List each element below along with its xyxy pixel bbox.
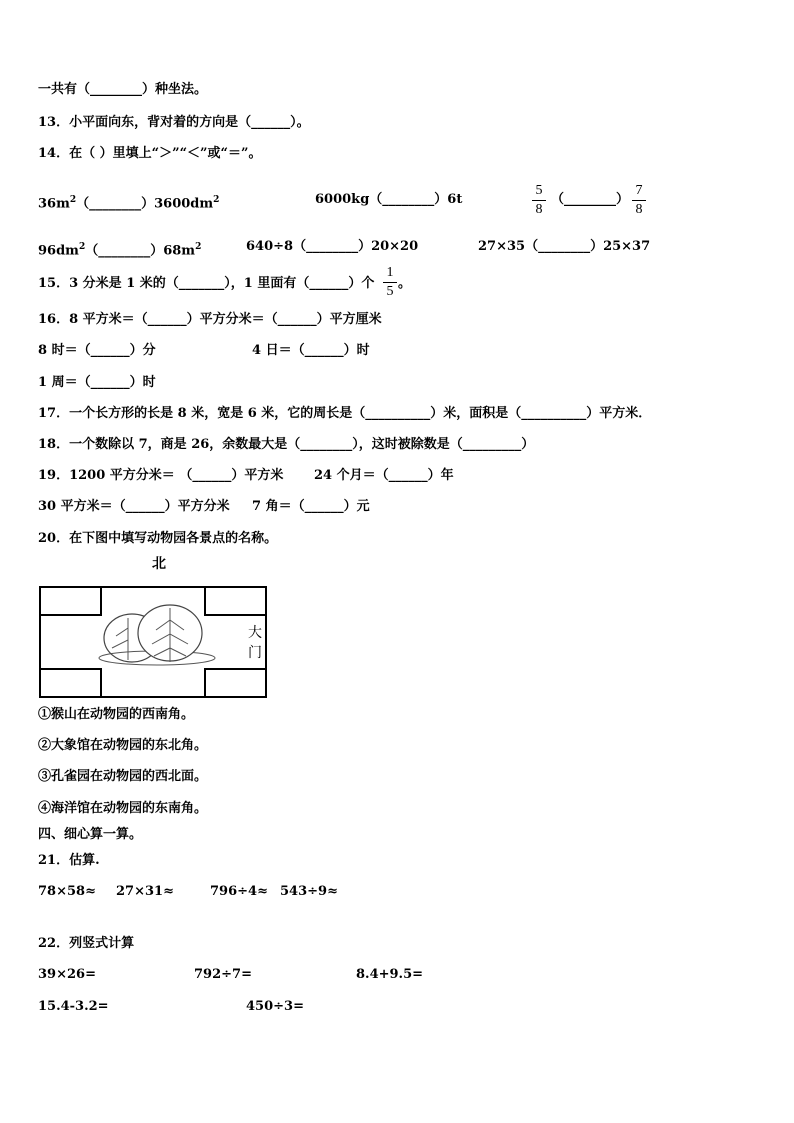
- gate-char: 大: [248, 625, 262, 641]
- question-19-money: 7 角＝（______）元: [252, 499, 370, 514]
- fraction-denominator: 8: [535, 202, 543, 217]
- question-17: 17．一个长方形的长是 8 米，宽是 6 米，它的周长是（__________）米，面积是（__________）平方米．: [38, 406, 652, 421]
- question-15-end: 。: [398, 276, 412, 291]
- calc-2: 792÷7=: [194, 967, 252, 982]
- question-18: 18．一个数除以 7，商是 26，余数最大是（________），这时被除数是（_________）: [38, 437, 535, 452]
- compare-fraction-blank: （________）: [551, 192, 630, 207]
- fraction-denominator: 5: [386, 284, 394, 299]
- text-line-seating: 一共有（________）种坐法。: [38, 82, 208, 97]
- estimate-3: 796÷4≈: [210, 884, 268, 899]
- compare-mass: 6000kg（________）6t: [315, 192, 463, 207]
- superscript: 2: [213, 195, 220, 205]
- estimate-2: 27×31≈: [116, 884, 174, 899]
- question-15: 15．3 分米是 1 米的（_______），1 里面有（______）个: [38, 276, 375, 291]
- fraction-seven-eighths: [632, 183, 646, 218]
- fraction-bar: [532, 200, 546, 201]
- fraction-bar: [383, 282, 397, 283]
- fraction-numerator: 7: [635, 183, 643, 198]
- fraction-five-eighths: [532, 183, 546, 218]
- question-16-week: 1 周＝（______）时: [38, 375, 156, 390]
- compare-division: 640÷8（________）20×20: [246, 239, 419, 254]
- compare-area-2: [38, 238, 201, 260]
- north-label: 北: [152, 556, 166, 572]
- compare-area-1: [38, 191, 219, 213]
- calc-5: 450÷3=: [246, 999, 304, 1014]
- section-four-title: 四、细心算一算。: [38, 827, 143, 842]
- question-22: 22．列竖式计算: [38, 936, 135, 951]
- superscript: 2: [195, 242, 202, 252]
- fraction-one-fifth: [383, 265, 397, 300]
- fraction-bar: [632, 200, 646, 201]
- statement-monkey-hill: ①猴山在动物园的西南角。: [38, 707, 195, 722]
- question-14: 14．在（ ）里填上“＞”“＜”或“＝”。: [38, 146, 262, 161]
- gate-char: 门: [248, 645, 262, 661]
- question-16: 16．8 平方米＝（______）平方分米＝（______）平方厘米: [38, 312, 382, 327]
- statement-elephant-hall: ②大象馆在动物园的东北角。: [38, 738, 208, 753]
- compare-multiplication: 27×35（________）25×37: [478, 239, 651, 254]
- fraction-numerator: 1: [386, 265, 394, 280]
- question-19-area: 30 平方米＝（______）平方分米: [38, 499, 230, 514]
- question-20: 20．在下图中填写动物园各景点的名称。: [38, 531, 278, 546]
- text: （________）68m: [85, 243, 196, 259]
- calc-3: 8.4+9.5=: [356, 967, 424, 982]
- fraction-denominator: 8: [635, 202, 643, 217]
- estimate-1: 78×58≈: [38, 884, 96, 899]
- superscript: 2: [78, 242, 86, 252]
- question-19: 19．1200 平方分米＝ （______）平方米: [38, 468, 284, 483]
- text: （________）3600dm: [76, 196, 214, 212]
- text: 96dm: [38, 243, 79, 259]
- superscript: 2: [69, 195, 77, 205]
- calc-4: 15.4-3.2=: [38, 999, 109, 1014]
- gate-label: [245, 623, 265, 663]
- question-19-months: 24 个月＝（______）年: [314, 468, 454, 483]
- estimate-4: 543÷9≈: [280, 884, 338, 899]
- question-16-hours: 8 时＝（______）分: [38, 343, 156, 358]
- statement-ocean-hall: ④海洋馆在动物园的东南角。: [38, 801, 208, 816]
- question-13: 13．小平面向东，背对着的方向是（______）。: [38, 115, 310, 130]
- map-cell-southwest: [39, 668, 102, 698]
- fraction-numerator: 5: [535, 183, 543, 198]
- calc-1: 39×26=: [38, 967, 96, 982]
- text: 36m: [38, 196, 70, 212]
- map-cell-southeast: [204, 668, 267, 698]
- question-16-days: 4 日＝（______）时: [252, 343, 370, 358]
- question-21: 21．估算.: [38, 853, 100, 868]
- trees-illustration: [92, 600, 222, 670]
- statement-peacock-garden: ③孔雀园在动物园的西北面。: [38, 769, 208, 784]
